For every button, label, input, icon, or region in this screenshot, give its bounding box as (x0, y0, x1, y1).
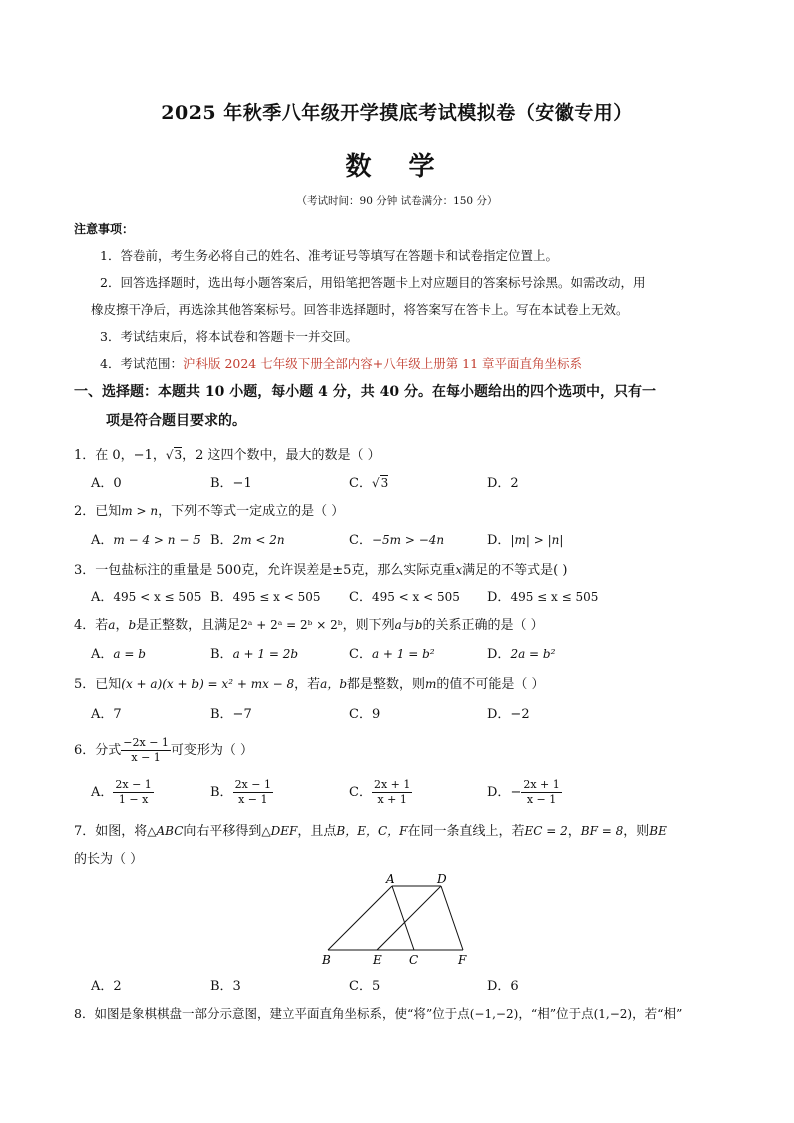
q2-c-expr: −5m > −4n (371, 533, 445, 547)
q4-var-a: a (108, 618, 116, 632)
q8-text-a: 8．如图是象棋棋盘一部分示意图，建立平面直角坐标系，使“将”位于点 (74, 1006, 470, 1021)
q7-side-ab (328, 886, 392, 950)
q4-var-a2: a (394, 618, 402, 632)
q3-a-label: A． (91, 590, 114, 605)
question-6 (74, 736, 253, 765)
q6-d-num: 2x + 1 (523, 778, 560, 791)
q2-option-d[interactable] (487, 529, 563, 548)
q6-c-den: x + 1 (377, 793, 407, 806)
question-7 (74, 820, 667, 839)
q2-text-b: ，下列不等式一定成立的是（ ） (158, 504, 345, 519)
note-4-prefix: 4．考试范围： (100, 356, 183, 371)
notes-heading: 注意事项： (74, 222, 135, 236)
q4-text-f: 的关系正确的是（ ） (422, 618, 544, 633)
q6-b-num: 2x − 1 (234, 778, 271, 791)
q4-var-b2: b (414, 618, 423, 632)
q6-option-a[interactable] (91, 778, 154, 807)
q5-option-d[interactable]: D．−2 (487, 707, 530, 722)
q7-text-f: ，则 (623, 824, 650, 839)
question-7-line-2: 的长为（ ） (74, 852, 144, 867)
q7-ec: EC = 2 (524, 824, 568, 838)
q7-be: BE (649, 824, 667, 838)
q7-side-de (377, 886, 441, 950)
q3-c-expr: 495 < x < 505 (371, 590, 460, 604)
q4-c-expr: a + 1 = b² (371, 647, 435, 661)
note-2-line-2: 橡皮擦干净后，再选涂其他答案标号。回答非选择题时，将答案写在答卡上。写在本试卷上无效。 (91, 302, 629, 317)
exam-info: （考试时间：90 分钟 试卷满分：150 分） (296, 195, 498, 207)
q2-option-c[interactable] (349, 529, 444, 548)
q2-b-label: B． (210, 533, 233, 548)
subject-heading: 数 学 (345, 152, 449, 182)
question-2 (74, 500, 344, 519)
q7-option-b[interactable]: B．3 (210, 979, 241, 994)
q8-point-2: (1,−2) (593, 1007, 633, 1021)
q7-text-b: 向右平移得到 (183, 824, 262, 839)
q5-text-b: ，若 (294, 677, 321, 692)
q7-label-a: A (386, 872, 395, 886)
q6-a-label: A． (91, 785, 114, 800)
note-1: 1．答卷前，考生务必将自己的姓名、准考证号等填写在答题卡和试卷指定位置上。 (100, 248, 558, 263)
section-1-heading-cont: 项是符合题目要求的。 (106, 413, 246, 429)
q4-option-b[interactable] (210, 643, 298, 662)
question-3 (74, 559, 567, 578)
question-8 (74, 1004, 682, 1022)
q7-bf: BF = 8 (580, 824, 624, 838)
q7-points: B，E，C，F (336, 824, 408, 838)
q2-d-expr: |m| > |n| (510, 533, 564, 547)
q6-b-label: B． (210, 785, 233, 800)
q4-text-a: 4．若 (74, 618, 109, 633)
q6-a-den: 1 − x (118, 793, 149, 806)
q1-sqrt-arg: 3 (174, 448, 183, 462)
q3-option-b[interactable] (210, 586, 321, 605)
q6-option-b[interactable] (210, 778, 273, 807)
q6-b-den: x − 1 (238, 793, 268, 806)
q2-c-label: C． (349, 533, 372, 548)
q3-option-c[interactable] (349, 586, 460, 605)
q7-text-d: 在同一条直线上，若 (407, 824, 525, 839)
q8-text-b: ，“相”位于点 (518, 1006, 594, 1021)
q4-a-label: A． (91, 647, 114, 662)
q1-option-a[interactable]: A．0 (91, 476, 122, 491)
q4-option-d[interactable] (487, 643, 555, 662)
q7-text-a: 7．如图，将 (74, 824, 148, 839)
q6-c-num: 2x + 1 (373, 778, 411, 791)
q3-d-expr: 495 ≤ x ≤ 505 (510, 590, 599, 604)
q4-var-b: b (128, 618, 137, 632)
q7-triangle-abc: △ABC (147, 824, 184, 838)
note-2-line-1: 2．回答选择题时，选出每小题答案后，用铅笔把答题卡上对应题目的答案标号涂黑。如需改动，用 (100, 275, 646, 290)
q3-b-label: B． (210, 590, 233, 605)
q2-d-label: D． (487, 533, 511, 548)
q2-option-b[interactable] (210, 529, 285, 548)
q7-text-c: ，且点 (297, 824, 337, 839)
q7-option-c[interactable]: C．5 (349, 979, 381, 994)
question-5 (74, 673, 545, 692)
q1-option-c-sqrt: √3 (371, 476, 389, 490)
q3-option-d[interactable] (487, 586, 598, 605)
q4-text-c: 是正整数，且满足 (136, 618, 241, 633)
q7-label-e: E (373, 953, 382, 967)
q1-option-c-sqrt-arg: 3 (380, 476, 389, 490)
q4-c-label: C． (349, 647, 372, 662)
note-4 (100, 354, 582, 372)
q6-text-b: 可变形为（ ） (170, 743, 254, 758)
q3-b-expr: 495 ≤ x < 505 (232, 590, 321, 604)
q4-text-b: ， (115, 618, 129, 633)
q6-option-d[interactable] (487, 778, 562, 807)
q5-option-c[interactable]: C．9 (349, 707, 381, 722)
q6-c-label: C． (349, 785, 372, 800)
q8-text-c: ，若“相” (632, 1006, 683, 1021)
q6-option-c[interactable] (349, 778, 412, 807)
q6-a-num: 2x − 1 (115, 778, 152, 791)
q6-c-fraction (372, 778, 412, 807)
question-1 (74, 444, 381, 463)
q6-text-a: 6．分式 (74, 743, 122, 758)
q1-option-b[interactable]: B．−1 (210, 476, 252, 491)
q3-c-label: C． (349, 590, 372, 605)
q8-point-1: (−1,−2) (469, 1007, 519, 1021)
note-3: 3．考试结束后，将本试卷和答题卡一并交回。 (100, 329, 358, 344)
exam-range: 沪科版 2024 七年级下册全部内容+八年级上册第 11 章平面直角坐标系 (182, 356, 583, 371)
q7-option-a[interactable]: A．2 (91, 979, 122, 994)
q7-label-d: D (437, 872, 447, 886)
q2-a-expr: m − 4 > n − 5 (113, 533, 201, 547)
q2-condition: m > n (121, 504, 159, 518)
q4-b-expr: a + 1 = 2b (232, 647, 299, 661)
q3-text-b: 满足的不等式是( ) (462, 563, 568, 578)
q4-expr: 2ᵃ + 2ᵃ = 2ᵇ × 2ᵇ (240, 618, 343, 632)
q4-option-c[interactable] (349, 643, 435, 662)
q5-option-a[interactable]: A．7 (91, 707, 122, 722)
section-1-heading: 一、选择题：本题共 10 小题，每小题 4 分，共 40 分。在每小题给出的四个选项中，只有一 (74, 384, 656, 400)
q3-text-a: 3．一包盐标注的重量是 500克，允许误差是±5克，那么实际克重 (74, 563, 456, 578)
q3-d-label: D． (487, 590, 511, 605)
q5-expr: (x + a)(x + b) = x² + mx − 8 (121, 677, 295, 691)
q4-a-expr: a = b (113, 647, 146, 661)
q7-comma: ， (567, 824, 581, 839)
q6-d-fraction (521, 778, 561, 807)
q6-d-den: x − 1 (526, 793, 557, 806)
q6-b-fraction (233, 778, 273, 807)
q5-var-m: m (425, 677, 437, 691)
q2-a-label: A． (91, 533, 114, 548)
q1-text-b: ，2 这四个数中，最大的数是（ ） (182, 448, 381, 463)
q4-text-e: 与 (401, 618, 415, 633)
q1-option-c[interactable] (349, 472, 388, 491)
q5-option-b[interactable]: B．−7 (210, 707, 252, 722)
q4-text-d: ，则下列 (342, 618, 395, 633)
q2-text-a: 2．已知 (74, 504, 122, 519)
q4-d-expr: 2a = b² (510, 647, 556, 661)
q7-label-c: C (409, 953, 419, 967)
q1-text-a: 1．在 0，−1， (74, 448, 166, 463)
q3-a-expr: 495 < x ≤ 505 (113, 590, 202, 604)
q5-text-a: 5．已知 (74, 677, 122, 692)
q1-option-c-label: C． (349, 476, 372, 491)
q7-side-df (441, 886, 463, 950)
q1-option-d[interactable]: D．2 (487, 476, 519, 491)
q6-numerator: −2x − 1 (123, 736, 169, 749)
page-title: 2025 年秋季八年级开学摸底考试模拟卷（安徽专用） (161, 102, 633, 124)
q7-option-d[interactable]: D．6 (487, 979, 519, 994)
q3-var: x (455, 563, 463, 577)
q7-label-b: B (322, 953, 331, 967)
q7-side-ac (392, 886, 414, 950)
q5-text-c: 都是整数，则 (347, 677, 426, 692)
q6-denominator: x − 1 (131, 751, 161, 764)
q6-fraction (121, 736, 171, 765)
q6-a-fraction (113, 778, 153, 807)
q2-option-a[interactable] (91, 529, 201, 548)
q7-triangle-def: △DEF (261, 824, 298, 838)
q6-d-sign: − (510, 785, 522, 800)
q4-b-label: B． (210, 647, 233, 662)
q7-figure (318, 870, 478, 970)
q2-b-expr: 2m < 2n (232, 533, 285, 547)
question-4 (74, 614, 544, 633)
q5-vars: a，b (320, 677, 348, 691)
q6-d-label: D． (487, 785, 511, 800)
q1-sqrt: √3 (165, 448, 183, 462)
q3-option-a[interactable] (91, 586, 201, 605)
q5-text-d: 的值不可能是（ ） (436, 677, 545, 692)
q4-d-label: D． (487, 647, 511, 662)
q4-option-a[interactable] (91, 643, 146, 662)
q7-label-f: F (458, 953, 467, 967)
